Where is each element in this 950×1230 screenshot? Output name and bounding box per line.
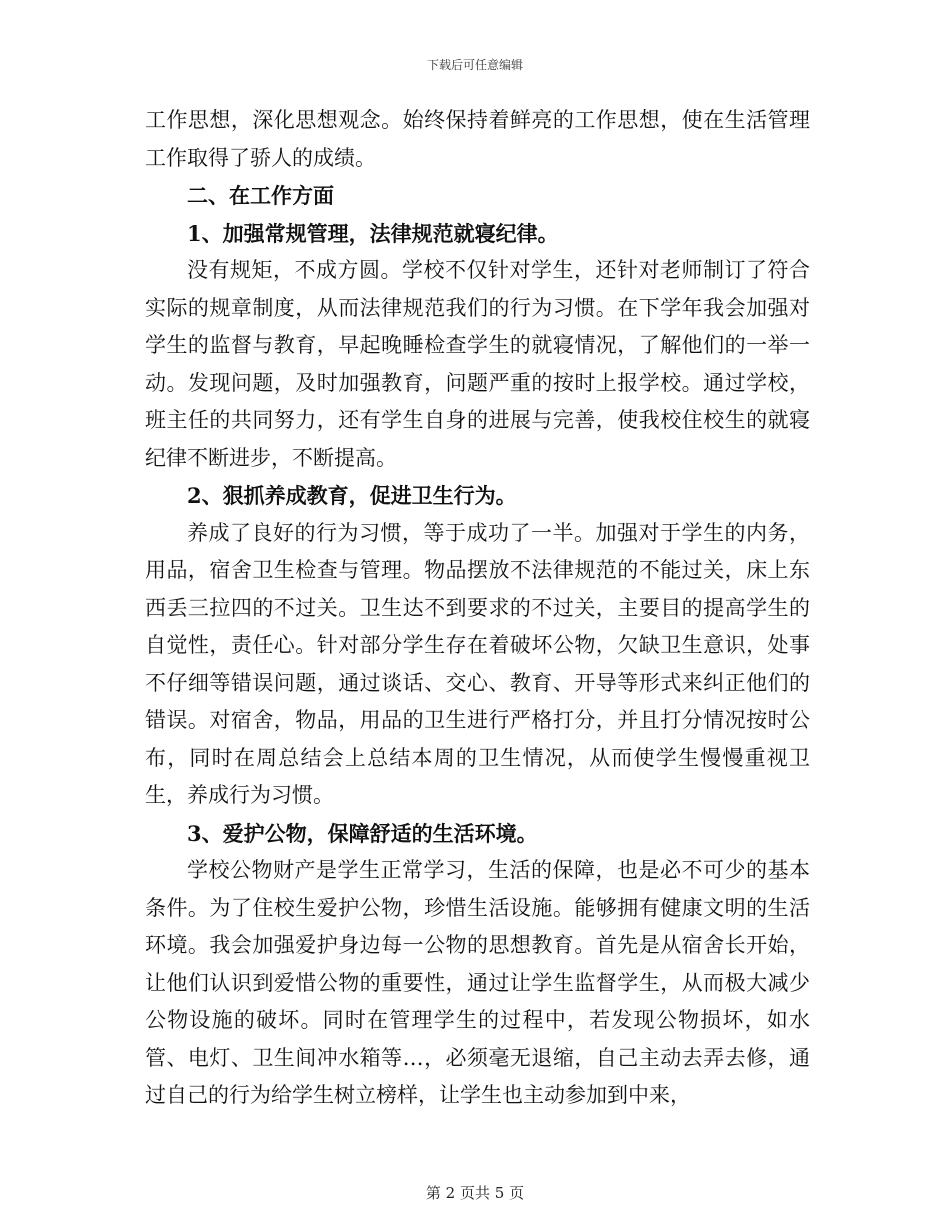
subheading-public-property: 3、爱护公物，保障舒适的生活环境。 [187, 820, 538, 846]
section-heading-work: 二、在工作方面 [187, 183, 334, 208]
document-body [145, 102, 810, 1115]
paragraph-routine-management: 没有规矩，不成方圆。学校不仅针对学生，还针对老师制订了符合实际的规章制度，从而法律规范我们的行为习惯。在下学年我会加强对学生的监督与教育，早起晚睡检查学生的就寝情况，了解他们的一举一动。发现问题，及时加强教育，问题严重的按时上报学校。通过学校，班主任的共同努力，还有学生自身的进展与完善，使我校住校生的就寝纪律不断进步，不断提高。 [145, 258, 810, 470]
page-footer: 第 2 页共 5 页 [425, 1184, 525, 1202]
paragraph-public-property: 学校公物财产是学生正常学习，生活的保障，也是必不可少的基本条件。为了住校生爱护公物，珍惜生活设施。能够拥有健康文明的生活环境。我会加强爱护身边每一公物的思想教育。首先是从宿舍长开始，让他们认识到爱惜公物的重要性，通过让学生监督学生，从而极大减少公物设施的破坏。同时在管理学生的过程中，若发现公物损坏，如水管、电灯、卫生间冲水箱等…，必须毫无退缩，自己主动去弄去修，通过自己的行为给学生树立榜样，让学生也主动参加到中来， [145, 858, 810, 1107]
subheading-routine-management: 1、加强常规管理，法律规范就寝纪律。 [187, 220, 559, 246]
paragraph-habit-education: 养成了良好的行为习惯，等于成功了一半。加强对于学生的内务，用品，宿舍卫生检查与管理。物品摆放不法律规范的不能过关，床上东西丢三拉四的不过关。卫生达不到要求的不过关，主要目的提高学生的自觉性，责任心。针对部分学生存在着破坏公物，欠缺卫生意识，处事不仔细等错误问题，通过谈话、交心、教育、开导等形式来纠正他们的错误。对宿舍，物品，用品的卫生进行严格打分，并且打分情况按时公布，同时在周总结会上总结本周的卫生情况，从而使学生慢慢重视卫生，养成行为习惯。 [145, 520, 810, 807]
page-header: 下载后可任意编辑 [426, 58, 523, 72]
paragraph-intro: 工作思想，深化思想观念。始终保持着鲜亮的工作思想，使在生活管理工作取得了骄人的成绩。 [145, 108, 810, 170]
subheading-habit-education: 2、狠抓养成教育，促进卫生行为。 [187, 483, 517, 508]
